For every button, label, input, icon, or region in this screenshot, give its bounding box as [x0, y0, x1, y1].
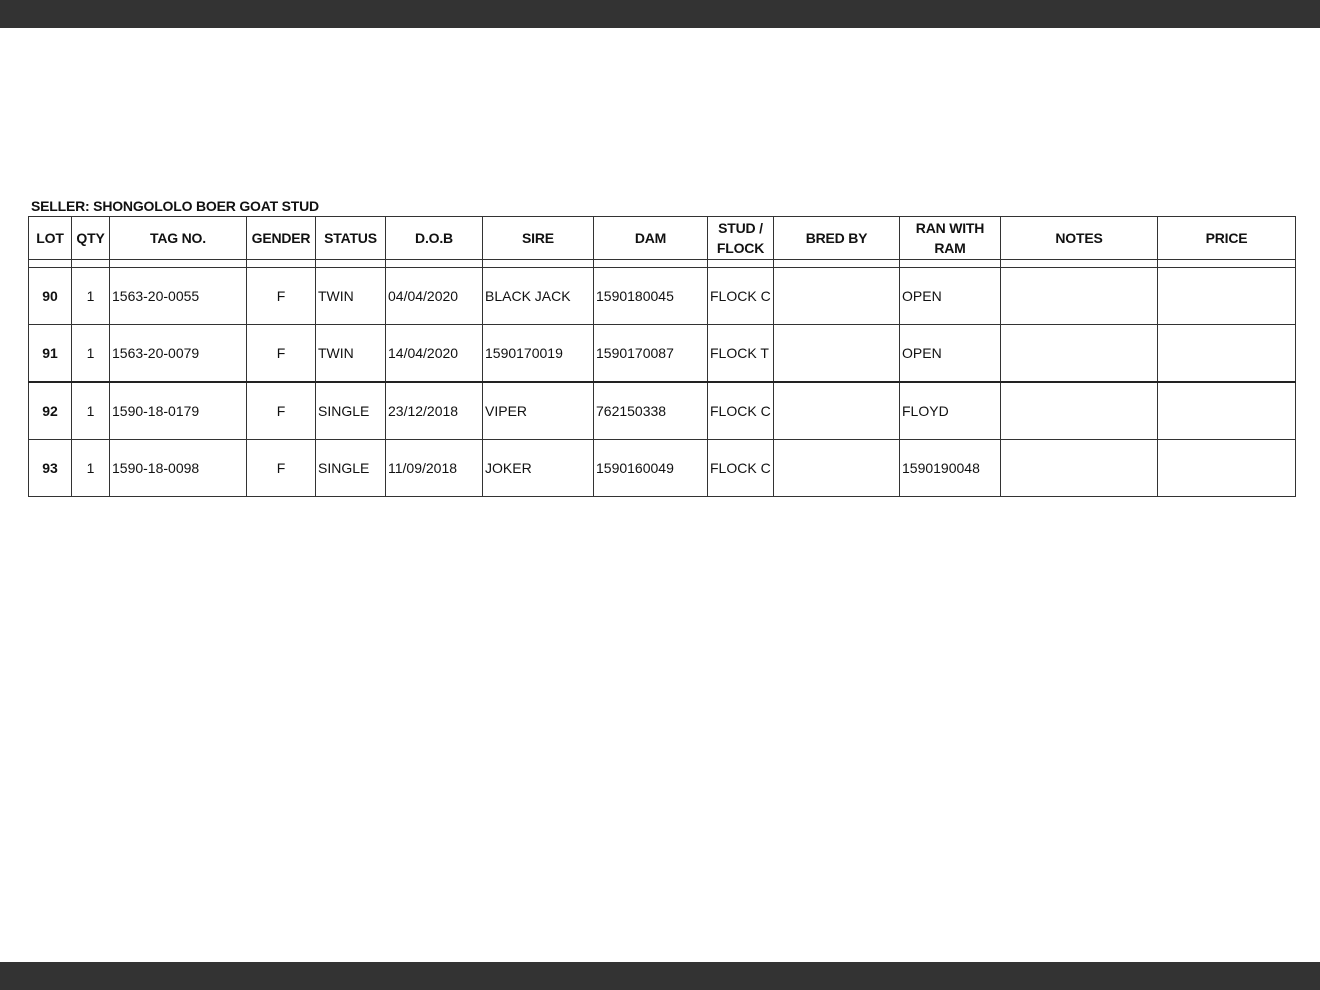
viewer-bottom-bar: [0, 962, 1320, 990]
spacer-cell: [900, 260, 1001, 268]
col-header-dam: DAM: [594, 217, 708, 260]
col-header-price: PRICE: [1158, 217, 1296, 260]
cell-bred-by: [774, 268, 900, 325]
viewer-top-bar: [0, 0, 1320, 28]
cell-ran-with-ram: 1590190048: [900, 440, 1001, 497]
cell-stud: FLOCK C: [708, 382, 774, 440]
spacer-cell: [483, 260, 594, 268]
col-header-gender: GENDER: [247, 217, 316, 260]
cell-gender: F: [247, 440, 316, 497]
cell-bred-by: [774, 325, 900, 383]
cell-dob: 14/04/2020: [386, 325, 483, 383]
cell-qty: 1: [72, 268, 110, 325]
table-header-row: [29, 217, 1296, 260]
document-page: [0, 28, 1320, 962]
table-row: [29, 325, 1296, 383]
cell-bred-by: [774, 440, 900, 497]
cell-ran-with-ram: OPEN: [900, 268, 1001, 325]
cell-tag: 1563-20-0079: [110, 325, 247, 383]
spacer-cell: [316, 260, 386, 268]
cell-dam: 1590160049: [594, 440, 708, 497]
cell-stud: FLOCK T: [708, 325, 774, 383]
cell-bred-by: [774, 382, 900, 440]
spacer-cell: [72, 260, 110, 268]
cell-lot: 92: [29, 382, 72, 440]
cell-lot: 93: [29, 440, 72, 497]
cell-dob: 11/09/2018: [386, 440, 483, 497]
spacer-cell: [110, 260, 247, 268]
cell-qty: 1: [72, 440, 110, 497]
table-row: [29, 440, 1296, 497]
cell-price: [1158, 325, 1296, 383]
col-header-bred-by: BRED BY: [774, 217, 900, 260]
cell-sire: BLACK JACK: [483, 268, 594, 325]
col-header-qty: QTY: [72, 217, 110, 260]
cell-stud: FLOCK C: [708, 440, 774, 497]
col-header-status: STATUS: [316, 217, 386, 260]
cell-ran-with-ram: OPEN: [900, 325, 1001, 383]
lot-table: [28, 216, 1296, 497]
spacer-cell: [386, 260, 483, 268]
spacer-cell: [708, 260, 774, 268]
cell-qty: 1: [72, 325, 110, 383]
cell-gender: F: [247, 325, 316, 383]
table-row: [29, 268, 1296, 325]
spacer-cell: [29, 260, 72, 268]
cell-price: [1158, 268, 1296, 325]
cell-dam: 1590170087: [594, 325, 708, 383]
cell-notes: [1001, 440, 1158, 497]
cell-notes: [1001, 382, 1158, 440]
cell-sire: VIPER: [483, 382, 594, 440]
cell-notes: [1001, 325, 1158, 383]
cell-stud: FLOCK C: [708, 268, 774, 325]
cell-dam: 1590180045: [594, 268, 708, 325]
cell-status: TWIN: [316, 268, 386, 325]
col-header-notes: NOTES: [1001, 217, 1158, 260]
table-row: [29, 382, 1296, 440]
col-header-sire: SIRE: [483, 217, 594, 260]
cell-gender: F: [247, 382, 316, 440]
spacer-cell: [774, 260, 900, 268]
col-header-ran-with-ram: RAN WITH RAM: [900, 217, 1001, 260]
col-header-stud: STUD / FLOCK: [708, 217, 774, 260]
spacer-cell: [247, 260, 316, 268]
col-header-dob: D.O.B: [386, 217, 483, 260]
seller-title: SELLER: SHONGOLOLO BOER GOAT STUD: [31, 198, 319, 214]
cell-dam: 762150338: [594, 382, 708, 440]
cell-gender: F: [247, 268, 316, 325]
cell-tag: 1563-20-0055: [110, 268, 247, 325]
col-header-tag: TAG NO.: [110, 217, 247, 260]
col-header-lot: LOT: [29, 217, 72, 260]
cell-notes: [1001, 268, 1158, 325]
spacer-cell: [1158, 260, 1296, 268]
cell-status: SINGLE: [316, 382, 386, 440]
cell-lot: 90: [29, 268, 72, 325]
header-spacer-row: [29, 260, 1296, 268]
spacer-cell: [1001, 260, 1158, 268]
cell-ran-with-ram: FLOYD: [900, 382, 1001, 440]
cell-dob: 04/04/2020: [386, 268, 483, 325]
cell-tag: 1590-18-0098: [110, 440, 247, 497]
cell-sire: JOKER: [483, 440, 594, 497]
cell-dob: 23/12/2018: [386, 382, 483, 440]
cell-tag: 1590-18-0179: [110, 382, 247, 440]
cell-lot: 91: [29, 325, 72, 383]
cell-price: [1158, 382, 1296, 440]
cell-qty: 1: [72, 382, 110, 440]
cell-status: TWIN: [316, 325, 386, 383]
cell-sire: 1590170019: [483, 325, 594, 383]
spacer-cell: [594, 260, 708, 268]
cell-status: SINGLE: [316, 440, 386, 497]
cell-price: [1158, 440, 1296, 497]
